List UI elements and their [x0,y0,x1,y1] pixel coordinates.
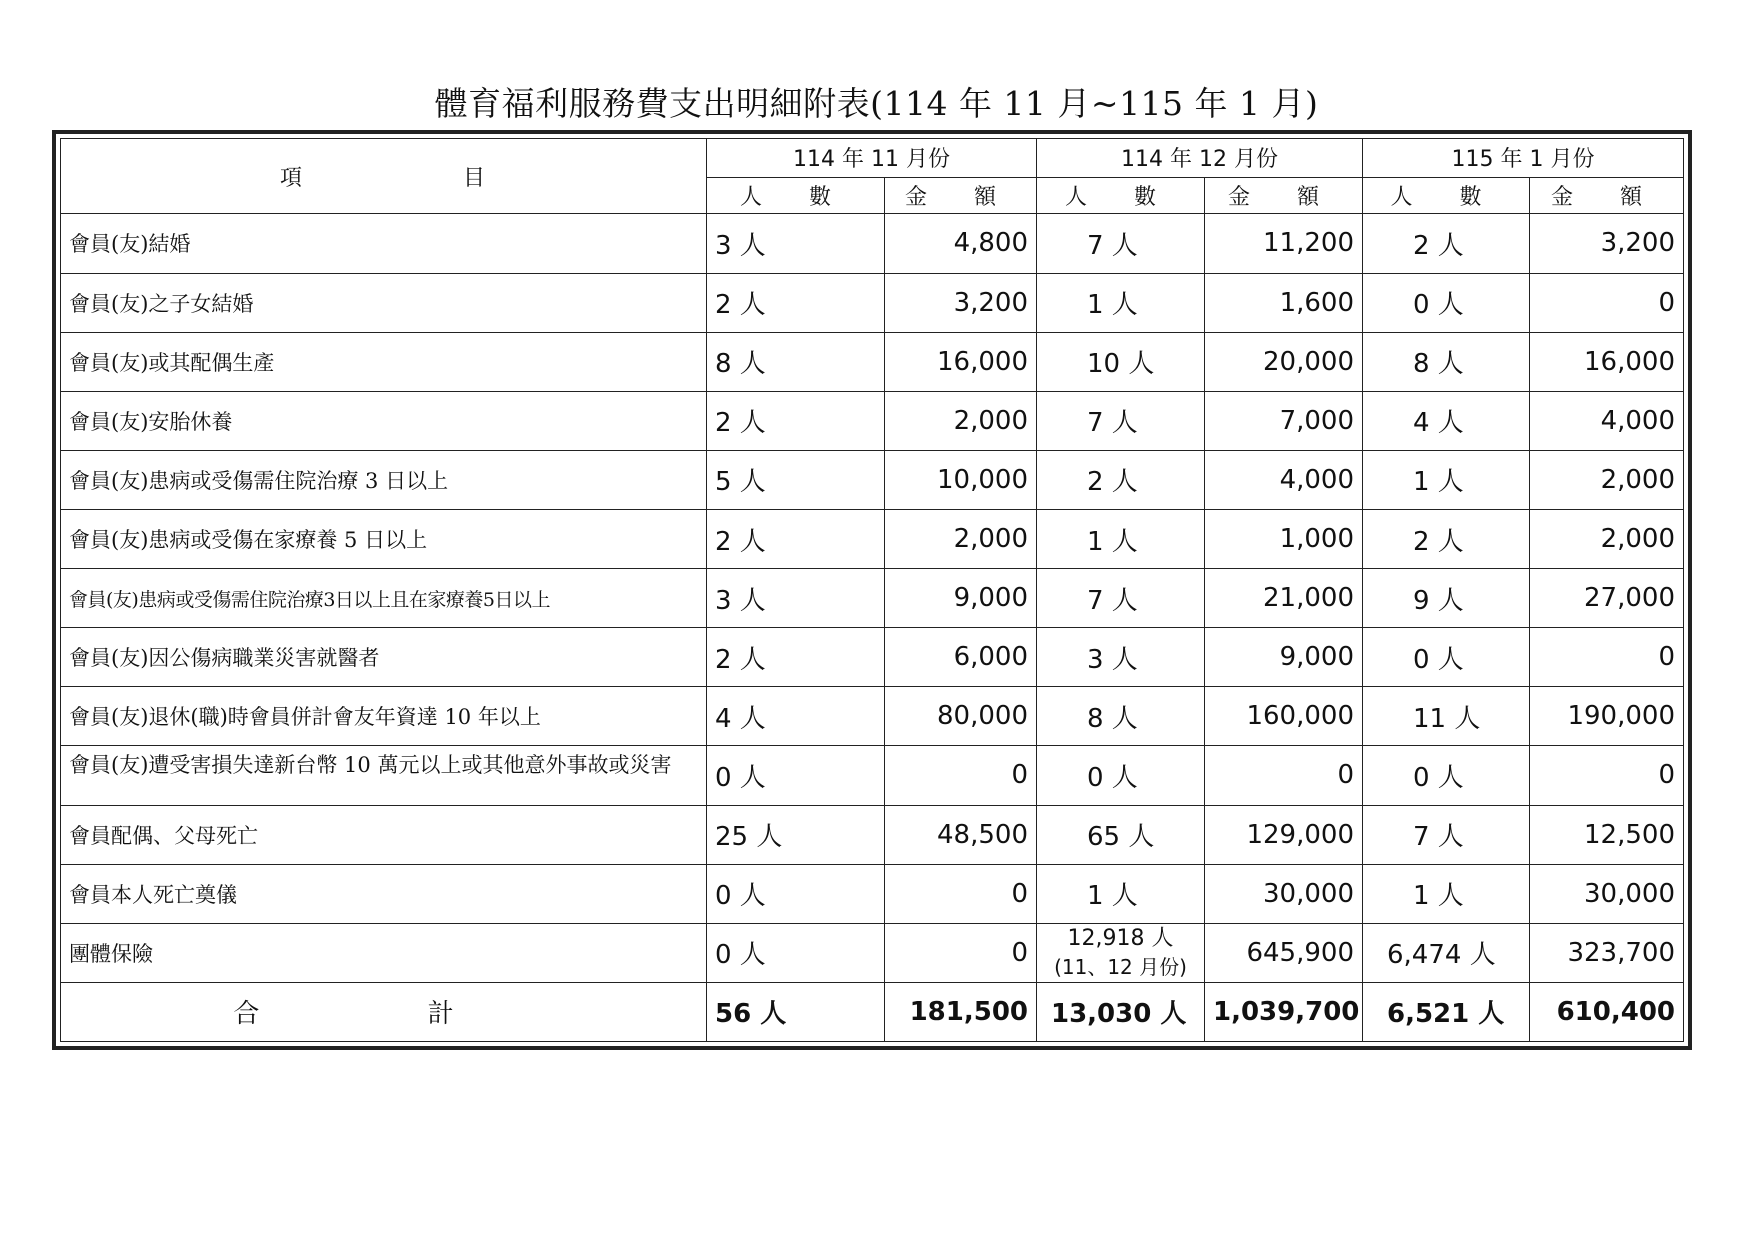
count-cell: 0 人 [707,746,885,805]
count-cell: 2 人 [707,628,885,687]
count-cell: 8 人 [1363,332,1530,391]
table-row [61,214,1684,273]
table-row-total [61,982,1684,1041]
count-cell: 10 人 [1037,332,1205,391]
row-label: 會員(友)之子女結婚 [61,273,707,332]
amount-cell: 0 [885,923,1037,982]
count-cell: 25 人 [707,805,885,864]
amount-cell: 2,000 [1530,450,1684,509]
amount-cell: 0 [1530,273,1684,332]
total-count-cell: 6,521 人 [1363,982,1530,1041]
total-amount-cell: 610,400 [1530,982,1684,1041]
row-label: 會員(友)遭受害損失達新台幣 10 萬元以上或其他意外事故或災害 [61,746,707,805]
count-cell: 6,474 人 [1363,923,1530,982]
count-cell: 7 人 [1037,569,1205,628]
amount-cell: 30,000 [1530,864,1684,923]
row-label: 會員(友)患病或受傷在家療養 5 日以上 [61,509,707,568]
count-cell: 1 人 [1037,509,1205,568]
count-cell: 1 人 [1363,450,1530,509]
header-count-2: 人 數 [1037,177,1205,214]
row-label: 會員配偶、父母死亡 [61,805,707,864]
count-cell: 7 人 [1363,805,1530,864]
amount-cell: 4,000 [1530,391,1684,450]
count-cell: 7 人 [1037,391,1205,450]
count-cell: 7 人 [1037,214,1205,273]
row-label: 會員本人死亡奠儀 [61,864,707,923]
count-cell-multi [1037,923,1205,982]
amount-cell: 48,500 [885,805,1037,864]
row-label: 會員(友)患病或受傷需住院治療 3 日以上 [61,450,707,509]
table-row [61,332,1684,391]
amount-cell: 129,000 [1205,805,1363,864]
total-count-cell: 56 人 [707,982,885,1041]
row-label: 會員(友)患病或受傷需住院治療3日以上且在家療養5日以上 [61,569,707,628]
count-value: 12,918 人 [1067,925,1174,951]
count-cell: 2 人 [1037,450,1205,509]
header-item-left: 項 [279,165,304,191]
amount-cell: 21,000 [1205,569,1363,628]
amount-cell: 16,000 [885,332,1037,391]
total-label: 合 計 [61,982,707,1041]
amount-cell: 2,000 [885,509,1037,568]
header-count-3: 人 數 [1363,177,1530,214]
amount-cell: 9,000 [885,569,1037,628]
amount-cell: 9,000 [1205,628,1363,687]
count-cell: 1 人 [1037,273,1205,332]
amount-cell: 11,200 [1205,214,1363,273]
amount-cell: 160,000 [1205,687,1363,746]
amount-cell: 0 [885,746,1037,805]
count-cell: 5 人 [707,450,885,509]
amount-cell: 4,000 [1205,450,1363,509]
amount-cell: 3,200 [1530,214,1684,273]
header-amount-2: 金 額 [1205,177,1363,214]
total-count-cell: 13,030 人 [1037,982,1205,1041]
table-row-insurance [61,923,1684,982]
header-item-cell [61,139,707,214]
table-row [61,687,1684,746]
total-amount-cell: 181,500 [885,982,1037,1041]
row-label: 團體保險 [61,923,707,982]
page-title: 體育福利服務費支出明細附表(114 年 11 月~115 年 1 月) [434,84,1319,123]
count-cell: 0 人 [707,923,885,982]
expense-table [60,138,1684,1042]
count-cell: 2 人 [707,509,885,568]
header-month-3: 115 年 1 月份 [1363,139,1684,178]
amount-cell: 7,000 [1205,391,1363,450]
amount-cell: 10,000 [885,450,1037,509]
count-cell: 1 人 [1037,864,1205,923]
count-cell: 0 人 [1363,628,1530,687]
amount-cell: 2,000 [885,391,1037,450]
amount-cell: 12,500 [1530,805,1684,864]
amount-cell: 0 [885,864,1037,923]
count-cell: 2 人 [707,273,885,332]
row-label: 會員(友)因公傷病職業災害就醫者 [61,628,707,687]
amount-cell: 645,900 [1205,923,1363,982]
amount-cell: 16,000 [1530,332,1684,391]
header-month-1: 114 年 11 月份 [707,139,1037,178]
amount-cell: 6,000 [885,628,1037,687]
count-cell: 0 人 [1363,746,1530,805]
amount-cell: 3,200 [885,273,1037,332]
amount-cell: 0 [1205,746,1363,805]
table-row [61,864,1684,923]
count-cell: 65 人 [1037,805,1205,864]
count-cell: 1 人 [1363,864,1530,923]
amount-cell: 323,700 [1530,923,1684,982]
table-row [61,273,1684,332]
count-cell: 2 人 [707,391,885,450]
amount-cell: 0 [1530,746,1684,805]
header-row-months [61,139,1684,178]
amount-cell: 2,000 [1530,509,1684,568]
table-row [61,569,1684,628]
table-row [61,509,1684,568]
count-cell: 8 人 [707,332,885,391]
table-row [61,628,1684,687]
count-cell: 4 人 [707,687,885,746]
amount-cell: 30,000 [1205,864,1363,923]
table-row [61,805,1684,864]
count-cell: 3 人 [1037,628,1205,687]
count-cell: 0 人 [1363,273,1530,332]
count-note: (11、12 月份) [1054,954,1187,979]
row-label: 會員(友)結婚 [61,214,707,273]
header-item-right: 目 [463,165,488,191]
header-amount-3: 金 額 [1530,177,1684,214]
count-cell: 8 人 [1037,687,1205,746]
expense-table-frame [52,130,1692,1050]
total-amount-cell: 1,039,700 [1205,982,1363,1041]
row-label: 會員(友)退休(職)時會員併計會友年資達 10 年以上 [61,687,707,746]
count-cell: 2 人 [1363,214,1530,273]
amount-cell: 80,000 [885,687,1037,746]
table-row [61,450,1684,509]
table-row [61,391,1684,450]
row-label: 會員(友)安胎休養 [61,391,707,450]
amount-cell: 20,000 [1205,332,1363,391]
amount-cell: 1,000 [1205,509,1363,568]
row-label: 會員(友)或其配偶生產 [61,332,707,391]
amount-cell: 190,000 [1530,687,1684,746]
count-cell: 3 人 [707,214,885,273]
count-cell: 9 人 [1363,569,1530,628]
count-cell: 3 人 [707,569,885,628]
amount-cell: 27,000 [1530,569,1684,628]
table-row [61,746,1684,805]
amount-cell: 1,600 [1205,273,1363,332]
amount-cell: 4,800 [885,214,1037,273]
count-cell: 2 人 [1363,509,1530,568]
count-cell: 0 人 [707,864,885,923]
count-cell: 0 人 [1037,746,1205,805]
count-cell: 4 人 [1363,391,1530,450]
header-count-1: 人 數 [707,177,885,214]
amount-cell: 0 [1530,628,1684,687]
header-amount-1: 金 額 [885,177,1037,214]
count-cell: 11 人 [1363,687,1530,746]
header-month-2: 114 年 12 月份 [1037,139,1363,178]
